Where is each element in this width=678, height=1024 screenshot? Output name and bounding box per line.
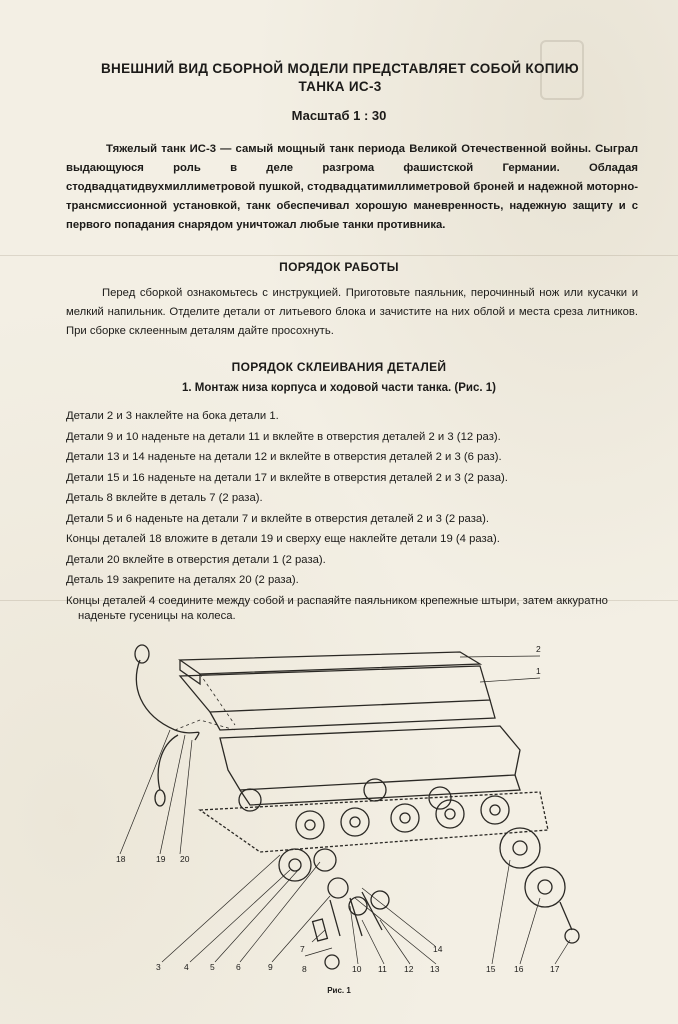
title-line-2: ТАНКА ИС-3 bbox=[298, 79, 382, 94]
callout-label: 12 bbox=[404, 964, 414, 974]
subsection-heading: 1. Монтаж низа корпуса и ходовой части танка. (Рис. 1) bbox=[182, 382, 496, 394]
assembly-step: Концы деталей 18 вложите в детали 19 и сверху еще наклейте детали 19 (4 раза). bbox=[66, 533, 500, 545]
callout-label: 18 bbox=[116, 854, 126, 864]
section-heading-work-order: ПОРЯДОК РАБОТЫ bbox=[279, 260, 399, 274]
callout-label: 8 bbox=[302, 964, 307, 974]
assembly-step: Детали 5 и 6 наденьте на детали 7 и вклейте в отверстия деталей 2 и 3 (2 раза). bbox=[66, 512, 490, 525]
callout-label: 2 bbox=[536, 644, 541, 654]
callout-label: 20 bbox=[180, 854, 190, 864]
figure-caption: Рис. 1 bbox=[327, 986, 351, 995]
callout-lines bbox=[120, 656, 570, 964]
callout-label: 13 bbox=[430, 964, 440, 974]
preparation-paragraph: Перед сборкой ознакомьтесь с инструкцией. Приготовьте паяльник, перочинный нож или кусачки и мелкий напильник. Отделите детали от литьевого блока и зачистите на них облой и места среза литников. При сборке склеенным деталям дайте просохнуть. bbox=[66, 287, 638, 337]
callout-label: 4 bbox=[184, 962, 189, 972]
document-title bbox=[60, 60, 620, 96]
assembly-step: Детали 15 и 16 наденьте на детали 17 и вклейте в отверстия деталей 2 и 3 (2 раза). bbox=[66, 471, 508, 484]
callout-label: 17 bbox=[550, 964, 560, 974]
assembly-step: Деталь 19 закрепите на деталях 20 (2 раза). bbox=[66, 574, 299, 586]
part-number-labels bbox=[116, 644, 560, 974]
callout-label: 7 bbox=[300, 944, 305, 954]
callout-label: 10 bbox=[352, 964, 362, 974]
callout-label: 19 bbox=[156, 854, 166, 864]
assembly-step: Детали 9 и 10 наденьте на детали 11 и вклейте в отверстия деталей 2 и 3 (12 раз). bbox=[66, 430, 501, 443]
assembly-step: Концы деталей 4 соедините между собой и распаяйте паяльником крепежные штыри, затем аккуратно наденьте гусеницы на колеса. bbox=[66, 594, 608, 622]
assembly-step: Детали 2 и 3 наклейте на бока детали 1. bbox=[66, 410, 279, 422]
scale-label: Масштаб 1 : 30 bbox=[291, 108, 387, 123]
assembly-step: Детали 13 и 14 наденьте на детали 12 и вклейте в отверстия деталей 2 и 3 (6 раз). bbox=[66, 451, 502, 463]
callout-label: 5 bbox=[210, 962, 215, 972]
assembly-step: Детали 20 вклейте в отверстия детали 1 (2 раза). bbox=[66, 553, 326, 566]
callout-label: 6 bbox=[236, 962, 241, 972]
section-heading-gluing-order: ПОРЯДОК СКЛЕИВАНИЯ ДЕТАЛЕЙ bbox=[231, 360, 447, 374]
callout-label: 9 bbox=[268, 962, 273, 972]
callout-label: 16 bbox=[514, 964, 524, 974]
assembly-steps-list bbox=[66, 406, 638, 624]
title-line-1: ВНЕШНИЙ ВИД СБОРНОЙ МОДЕЛИ ПРЕДСТАВЛЯЕТ СОБОЙ КОПИЮ bbox=[101, 61, 579, 76]
hull-parts-drawing bbox=[135, 645, 579, 969]
callout-label: 15 bbox=[486, 964, 496, 974]
fold-line bbox=[0, 255, 678, 256]
callout-label: 1 bbox=[536, 666, 541, 676]
exploded-view-figure bbox=[100, 630, 600, 990]
assembly-step: Деталь 8 вклейте в деталь 7 (2 раза). bbox=[66, 492, 263, 504]
intro-paragraph: Тяжелый танк ИС-3 — самый мощный танк периода Великой Отечественной войны. Сыграл выдающуюся роль в деле разгрома фашистской Германии. Обладая стодвадцатидвухмиллиметровой пушкой, стодвадцатимиллиметровой броней и надежной моторно-трансмиссионной установкой, танк обеспечивал хорошую маневренность, надежную защиту и с первого попадания снарядом уничтожал любые танки противника. bbox=[66, 143, 638, 231]
callout-label: 11 bbox=[378, 964, 387, 974]
callout-label: 3 bbox=[156, 962, 161, 972]
callout-label: 14 bbox=[433, 944, 443, 954]
